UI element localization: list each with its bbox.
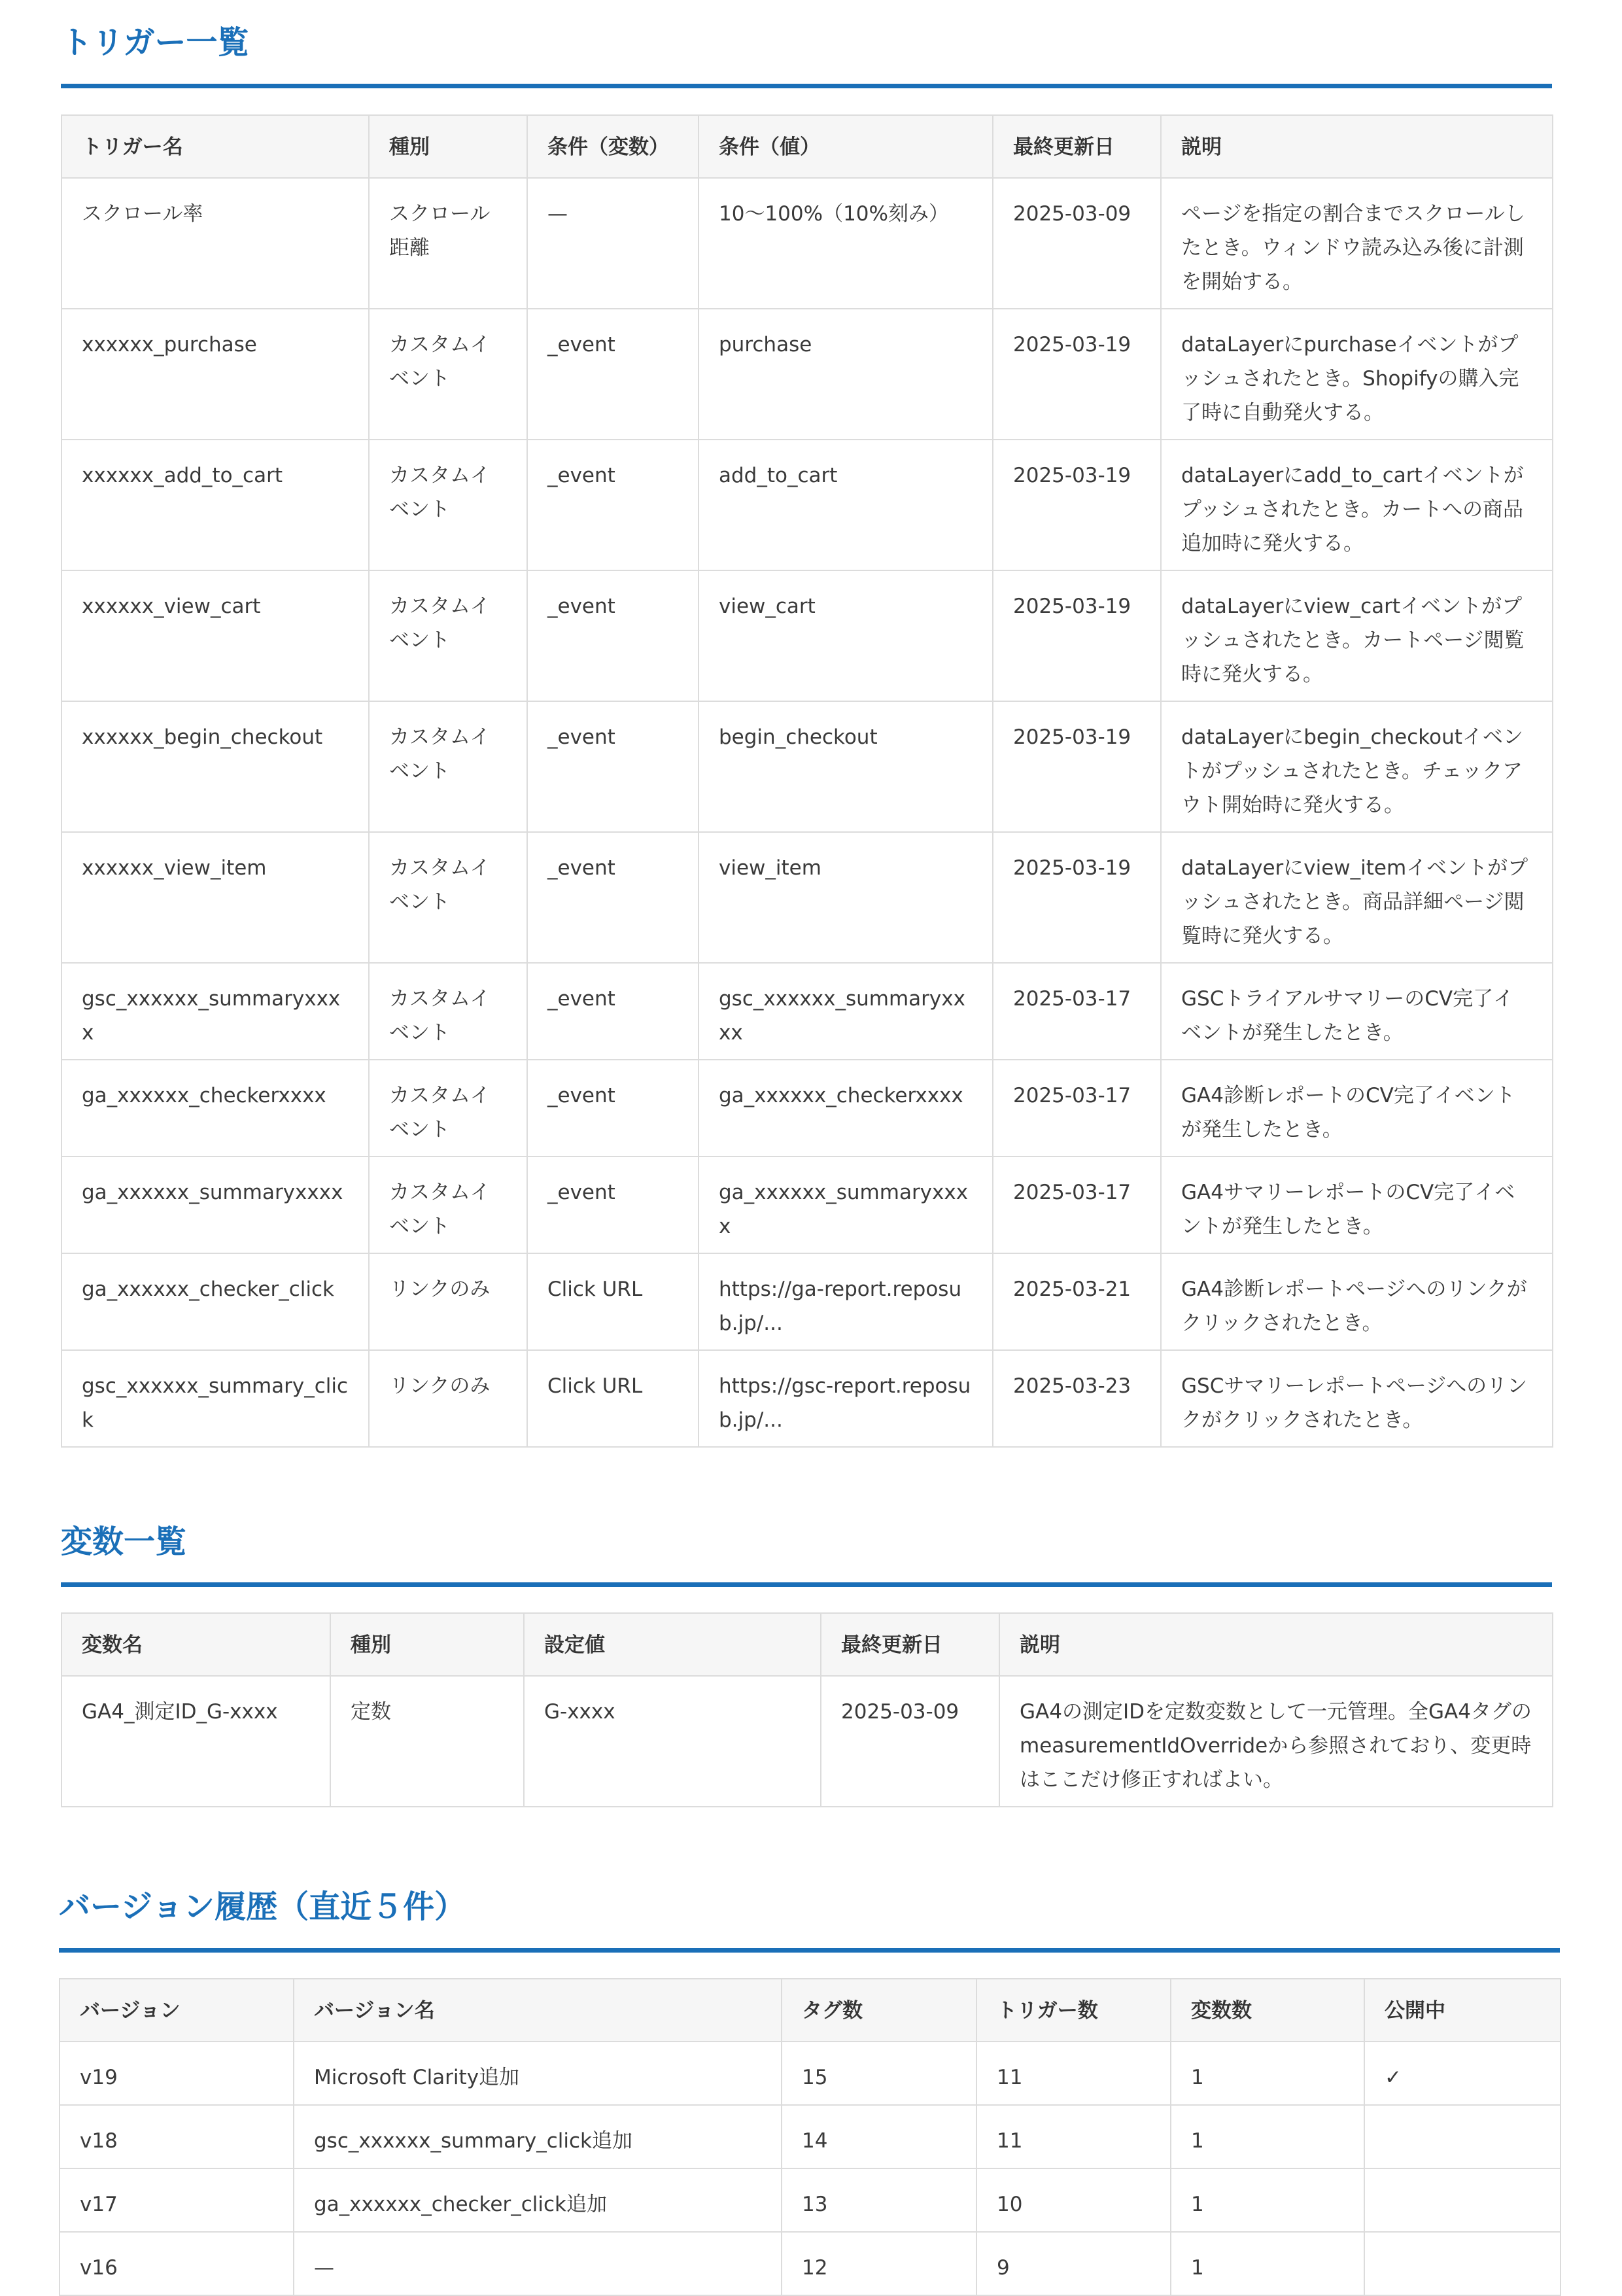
table-cell: GSCトライアルサマリーのCV完了イベントが発生したとき。 [1161,963,1553,1060]
variable-table-body [61,1676,1553,1807]
version-row [60,2042,1561,2105]
variable-row [61,1676,1553,1807]
version-row [60,2168,1561,2232]
table-cell: カスタムイベント [369,832,527,963]
table-cell: GA4の測定IDを定数変数として一元管理。全GA4タグのmeasurementIdOverrideから参照されており、変更時はここだけ修正すればよい。 [999,1676,1553,1807]
column-header: 説明 [1161,115,1553,178]
table-cell: xxxxxx_view_cart [61,570,369,701]
table-cell: 12 [782,2232,976,2295]
table-cell: カスタムイベント [369,440,527,570]
table-cell: 1 [1171,2168,1364,2232]
table-cell: _event [527,1157,699,1253]
table-cell: ga_xxxxxx_summaryxxxx [699,1157,993,1253]
table-cell: 2025-03-17 [993,963,1161,1060]
table-cell: xxxxxx_view_item [61,832,369,963]
version-row [60,2232,1561,2295]
table-cell: GA4診断レポートページへのリンクがクリックされたとき。 [1161,1253,1553,1350]
table-cell: 2025-03-19 [993,309,1161,440]
trigger-row [61,701,1553,832]
table-cell: 9 [976,2232,1171,2295]
table-cell: 1 [1171,2232,1364,2295]
table-cell: リンクのみ [369,1253,527,1350]
table-cell: GA4サマリーレポートのCV完了イベントが発生したとき。 [1161,1157,1553,1253]
variable-table [61,1612,1553,1807]
column-header: バージョン [60,1979,294,2042]
table-cell: ページを指定の割合までスクロールしたとき。ウィンドウ読み込み後に計測を開始する。 [1161,178,1553,309]
table-cell: add_to_cart [699,440,993,570]
trigger-row [61,1253,1553,1350]
table-cell: ga_xxxxxx_checkerxxxx [61,1060,369,1157]
table-cell: 11 [976,2042,1171,2105]
table-cell: view_item [699,832,993,963]
table-cell: _event [527,701,699,832]
table-cell: begin_checkout [699,701,993,832]
table-cell: — [294,2232,782,2295]
table-cell: ga_xxxxxx_checkerxxxx [699,1060,993,1157]
table-cell [1364,2168,1561,2232]
table-cell: G-xxxx [524,1676,821,1807]
table-cell: https://ga-report.reposub.jp/... [699,1253,993,1350]
table-cell: Click URL [527,1350,699,1447]
table-cell: v16 [60,2232,294,2295]
version-row [60,2105,1561,2168]
table-cell: dataLayerにview_itemイベントがプッシュされたとき。商品詳細ページ閲覧時に発火する。 [1161,832,1553,963]
column-header: トリガー数 [976,1979,1171,2042]
table-cell: dataLayerにbegin_checkoutイベントがプッシュされたとき。チェックアウト開始時に発火する。 [1161,701,1553,832]
table-cell: 2025-03-23 [993,1350,1161,1447]
table-cell: 10 [976,2168,1171,2232]
table-cell: 2025-03-19 [993,701,1161,832]
table-cell: カスタムイベント [369,1060,527,1157]
table-cell: dataLayerにview_cartイベントがプッシュされたとき。カートページ閲覧時に発火する。 [1161,570,1553,701]
variable-table-header-row [61,1613,1553,1676]
version-table [59,1978,1561,2296]
table-cell: カスタムイベント [369,1157,527,1253]
column-header: 種別 [330,1613,524,1676]
table-cell: カスタムイベント [369,570,527,701]
table-cell: カスタムイベント [369,701,527,832]
table-cell: _event [527,440,699,570]
column-header: タグ数 [782,1979,976,2042]
column-header: トリガー名 [61,115,369,178]
table-cell: 1 [1171,2105,1364,2168]
column-header: バージョン名 [294,1979,782,2042]
table-cell: dataLayerにpurchaseイベントがプッシュされたとき。Shopifyの購入完了時に自動発火する。 [1161,309,1553,440]
table-cell: purchase [699,309,993,440]
version-table-body [60,2042,1561,2295]
trigger-row [61,570,1553,701]
trigger-row [61,1157,1553,1253]
table-cell: https://gsc-report.reposub.jp/... [699,1350,993,1447]
table-cell: xxxxxx_purchase [61,309,369,440]
table-cell: _event [527,1060,699,1157]
column-header: 公開中 [1364,1979,1561,2042]
trigger-row [61,963,1553,1060]
table-cell: ga_xxxxxx_checker_click [61,1253,369,1350]
table-cell: gsc_xxxxxx_summary_click追加 [294,2105,782,2168]
version-section-rule [59,1948,1560,1953]
table-cell: gsc_xxxxxx_summaryxxxx [699,963,993,1060]
trigger-section-title: トリガー一覧 [61,24,249,61]
trigger-row [61,309,1553,440]
table-cell: カスタムイベント [369,309,527,440]
table-cell: xxxxxx_add_to_cart [61,440,369,570]
trigger-row [61,440,1553,570]
table-cell: スクロール距離 [369,178,527,309]
table-cell: — [527,178,699,309]
table-cell: GA4_測定ID_G-xxxx [61,1676,330,1807]
table-cell: gsc_xxxxxx_summary_click [61,1350,369,1447]
column-header: 条件（変数） [527,115,699,178]
trigger-table [61,114,1553,1448]
table-cell: Click URL [527,1253,699,1350]
version-section-title: バージョン履歴（直近５件） [59,1888,466,1925]
table-cell [1364,2105,1561,2168]
table-cell: 2025-03-19 [993,570,1161,701]
trigger-row [61,1060,1553,1157]
column-header: 最終更新日 [993,115,1161,178]
column-header: 変数数 [1171,1979,1364,2042]
table-cell: 2025-03-17 [993,1060,1161,1157]
column-header: 最終更新日 [821,1613,999,1676]
table-cell: Microsoft Clarity追加 [294,2042,782,2105]
table-cell: 2025-03-17 [993,1157,1161,1253]
table-cell: GA4診断レポートのCV完了イベントが発生したとき。 [1161,1060,1553,1157]
table-cell: 2025-03-19 [993,832,1161,963]
version-table-header-row [60,1979,1561,2042]
table-cell: gsc_xxxxxx_summaryxxxx [61,963,369,1060]
table-cell: v19 [60,2042,294,2105]
table-cell: 2025-03-21 [993,1253,1161,1350]
table-cell: カスタムイベント [369,963,527,1060]
column-header: 種別 [369,115,527,178]
table-cell: GSCサマリーレポートページへのリンクがクリックされたとき。 [1161,1350,1553,1447]
column-header: 説明 [999,1613,1553,1676]
table-cell: 14 [782,2105,976,2168]
table-cell: _event [527,570,699,701]
table-cell [1364,2232,1561,2295]
trigger-row [61,1350,1553,1447]
table-cell: 15 [782,2042,976,2105]
table-cell: v17 [60,2168,294,2232]
table-cell: ga_xxxxxx_checker_click追加 [294,2168,782,2232]
table-cell: _event [527,963,699,1060]
table-cell: スクロール率 [61,178,369,309]
table-cell: _event [527,832,699,963]
column-header: 設定値 [524,1613,821,1676]
trigger-section-rule [61,84,1552,88]
column-header: 条件（値） [699,115,993,178]
table-cell: view_cart [699,570,993,701]
variable-section-rule [61,1582,1552,1587]
trigger-row [61,178,1553,309]
table-cell: ga_xxxxxx_summaryxxxx [61,1157,369,1253]
table-cell: 2025-03-09 [821,1676,999,1807]
trigger-table-header-row [61,115,1553,178]
published-check-icon: ✓ [1364,2042,1561,2105]
table-cell: リンクのみ [369,1350,527,1447]
table-cell: 10〜100%（10%刻み） [699,178,993,309]
table-cell: 定数 [330,1676,524,1807]
table-cell: 2025-03-09 [993,178,1161,309]
table-cell: 13 [782,2168,976,2232]
table-cell: _event [527,309,699,440]
trigger-table-body [61,178,1553,1447]
table-cell: 1 [1171,2042,1364,2105]
table-cell: 11 [976,2105,1171,2168]
variable-section-title: 変数一覧 [61,1523,187,1560]
table-cell: xxxxxx_begin_checkout [61,701,369,832]
table-cell: v18 [60,2105,294,2168]
table-cell: dataLayerにadd_to_cartイベントがプッシュされたとき。カートへの商品追加時に発火する。 [1161,440,1553,570]
column-header: 変数名 [61,1613,330,1676]
trigger-row [61,832,1553,963]
table-cell: 2025-03-19 [993,440,1161,570]
